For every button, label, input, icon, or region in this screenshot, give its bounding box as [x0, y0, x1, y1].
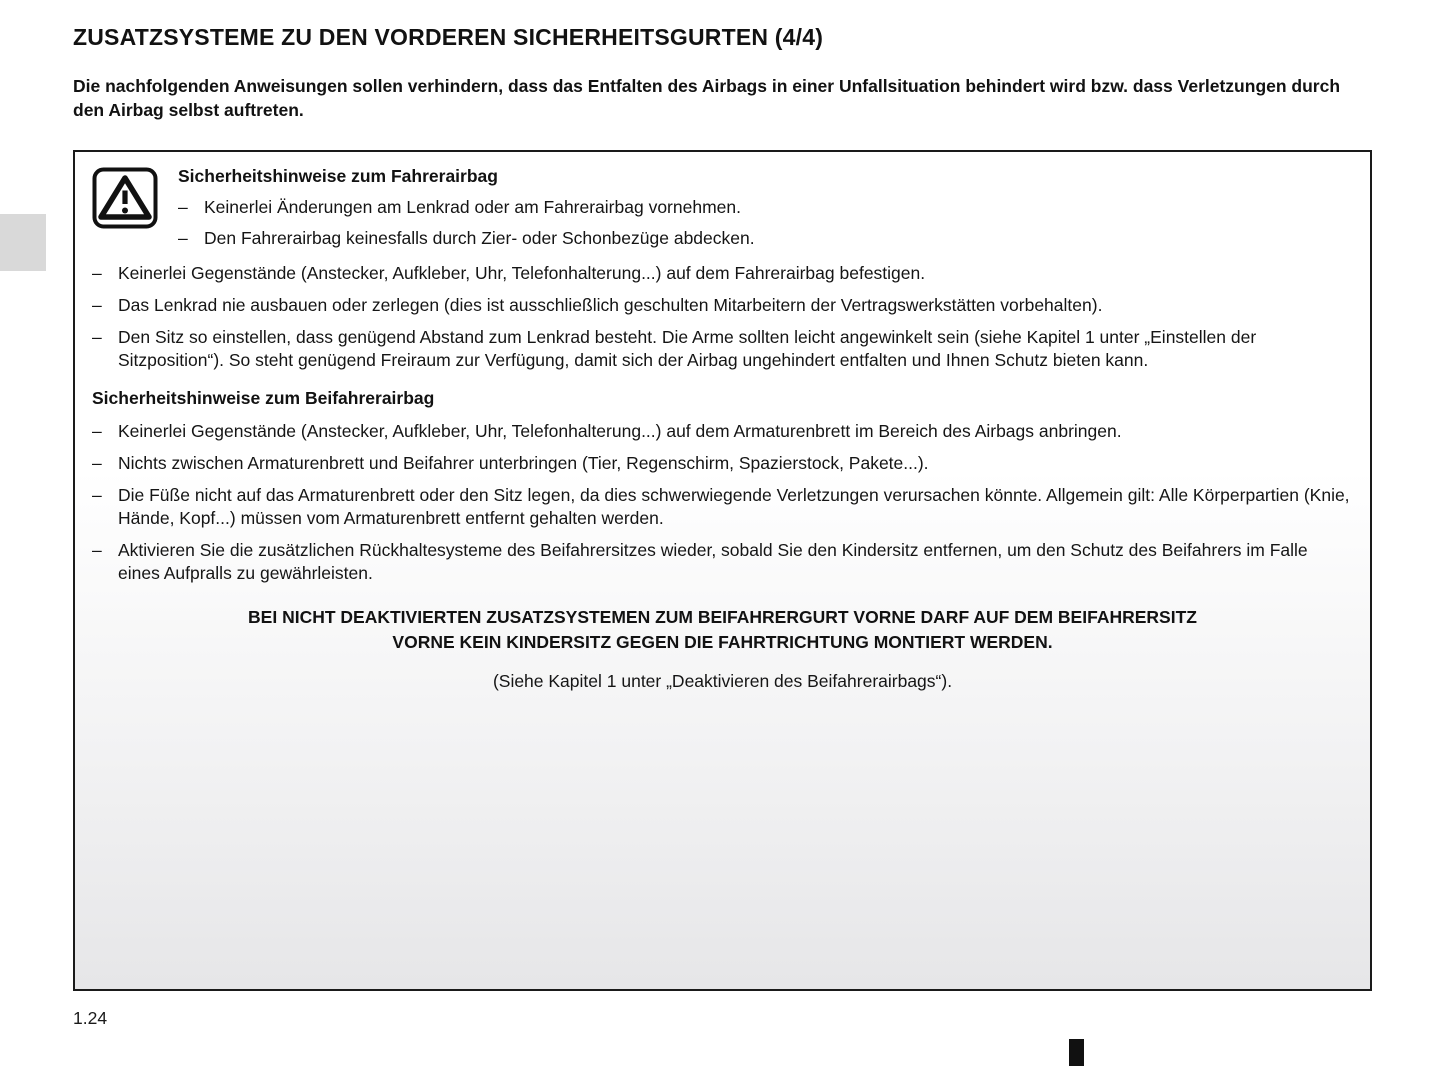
warning-box-body — [92, 262, 1353, 693]
intro-paragraph: Die nachfolgenden Anweisungen sollen verhindern, dass das Entfalten des Airbags in einer Unfallsituation behindert wird bzw. dass Verletzungen durch den Airbag selbst auftreten. — [73, 76, 1341, 120]
list-item-text: Nichts zwischen Armaturenbrett und Beifahrer unterbringen (Tier, Regenschirm, Spazierstock, Pakete...). — [118, 453, 929, 473]
passenger-airbag-heading: Sicherheitshinweise zum Beifahrerairbag — [92, 388, 435, 408]
list-item — [178, 227, 1353, 250]
list-dash: – — [92, 485, 102, 505]
list-item — [178, 196, 1353, 219]
list-item-text: Keinerlei Gegenstände (Anstecker, Aufkleber, Uhr, Telefonhalterung...) auf dem Armaturenbrett im Bereich des Airbags anbringen. — [118, 421, 1122, 441]
list-item-text: Den Fahrerairbag keinesfalls durch Zier- oder Schonbezüge abdecken. — [204, 228, 755, 248]
list-item — [92, 294, 1353, 317]
list-dash: – — [178, 197, 188, 217]
driver-airbag-header-text — [178, 165, 1353, 250]
list-dash: – — [92, 540, 102, 560]
list-dash: – — [92, 327, 102, 347]
see-chapter-note: (Siehe Kapitel 1 unter „Deaktivieren des Beifahrerairbags“). — [492, 671, 953, 691]
page-title: ZUSATZSYSTEME ZU DEN VORDEREN SICHERHEITSGURTEN (4/4) — [73, 24, 824, 50]
page-edge-tab — [0, 214, 46, 271]
list-dash: – — [92, 263, 102, 283]
emphasis-text: BEI NICHT DEAKTIVIERTEN ZUSATZSYSTEMEN ZUM BEIFAHRERGURT VORNE DARF AUF DEM BEIFAHRERSITZ VORNE KEIN KINDERSITZ GEGEN DIE FAHRTRICHTUNG MONTIERT WERDEN. — [248, 607, 1197, 652]
list-dash: – — [178, 228, 188, 248]
print-registration-mark — [1069, 1039, 1084, 1066]
list-dash: – — [92, 453, 102, 473]
list-item — [92, 326, 1353, 372]
list-item-text: Den Sitz so einstellen, dass genügend Abstand zum Lenkrad besteht. Die Arme sollten leicht angewinkelt sein (siehe Kapitel 1 unter „Einstellen der Sitzposition“). So steht genügend Freiraum zur Verfügung, damit sich der Airbag ungehindert entfalten und Ihnen Schutz bieten kann. — [118, 327, 1257, 370]
warning-box — [73, 150, 1372, 991]
list-item-text: Keinerlei Gegenstände (Anstecker, Aufkleber, Uhr, Telefonhalterung...) auf dem Fahrerairbag befestigen. — [118, 263, 926, 283]
driver-airbag-heading: Sicherheitshinweise zum Fahrerairbag — [178, 166, 498, 186]
list-dash: – — [92, 295, 102, 315]
list-item — [92, 420, 1353, 443]
list-item — [92, 452, 1353, 475]
list-item — [92, 262, 1353, 285]
warning-triangle-icon — [92, 167, 158, 229]
list-item-text: Aktivieren Sie die zusätzlichen Rückhaltesysteme des Beifahrersitzes wieder, sobald Sie den Kindersitz entfernen, um den Schutz des Beifahrers im Falle eines Aufpralls zu gewährleisten. — [118, 540, 1308, 583]
list-item-text: Die Füße nicht auf das Armaturenbrett oder den Sitz legen, da dies schwerwiegende Verletzungen verursachen könnte. Allgemein gilt: Alle Körperpartien (Knie, Hände, Kopf...) müssen vom Armaturenbrett entfernt gehalten werden. — [118, 485, 1350, 528]
page-number: 1.24 — [73, 1008, 108, 1028]
list-item-text: Das Lenkrad nie ausbauen oder zerlegen (dies ist ausschließlich geschulten Mitarbeitern der Vertragswerkstätten vorbehalten). — [118, 295, 1103, 315]
list-item — [92, 539, 1353, 585]
list-dash: – — [92, 421, 102, 441]
list-item — [92, 484, 1353, 530]
list-item-text: Keinerlei Änderungen am Lenkrad oder am Fahrerairbag vornehmen. — [204, 197, 741, 217]
driver-airbag-section-header — [92, 165, 1353, 250]
